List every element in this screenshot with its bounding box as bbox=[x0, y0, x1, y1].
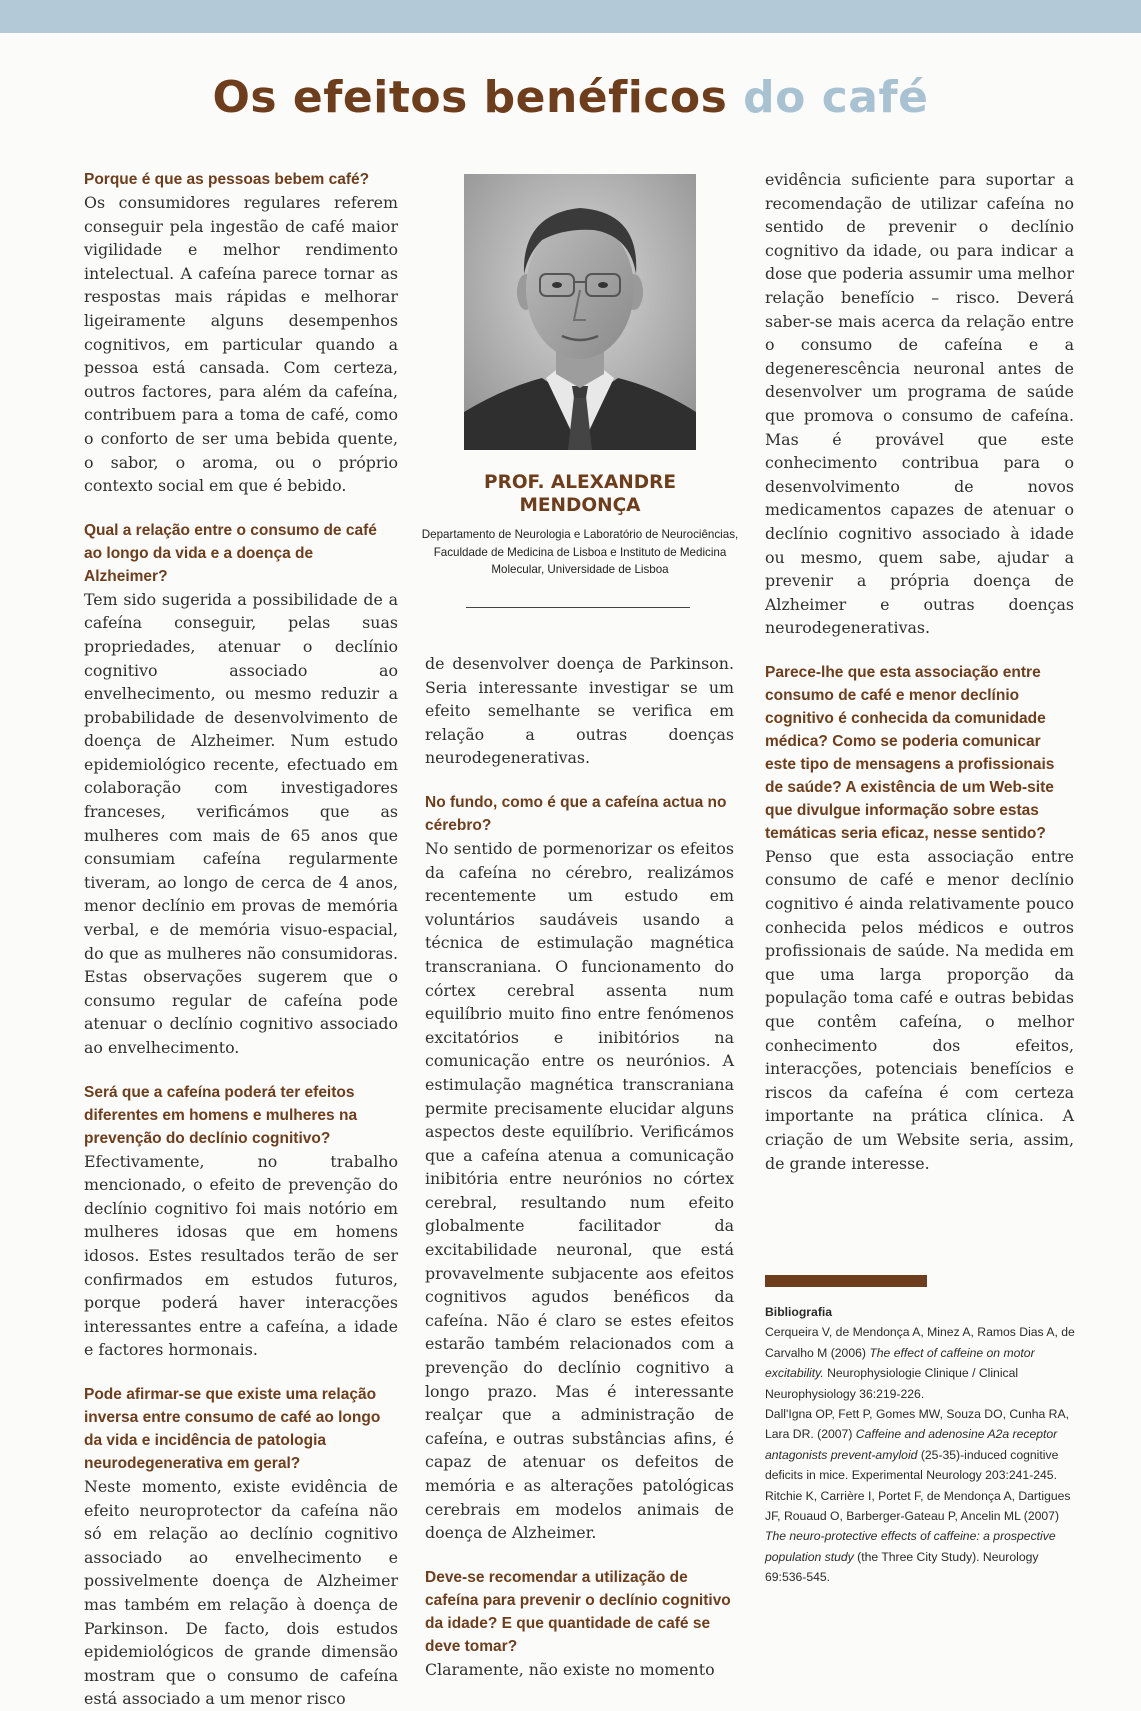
reference-3-title: The neuro-protective effects of caffeine: a prospective population study bbox=[765, 1529, 1056, 1564]
reference-3-authors: Ritchie K, Carrière I, Portet F, de Mendonça A, Dartigues JF, Rouaud O, Barberger-Gateau P, Ancelin ML (2007) bbox=[765, 1488, 1071, 1524]
author-name: PROF. ALEXANDRE MENDONÇA bbox=[484, 472, 676, 516]
bibliography bbox=[765, 1302, 1075, 1588]
question-1: Porque é que as pessoas bebem café? bbox=[84, 171, 370, 188]
reference-2 bbox=[765, 1404, 1075, 1486]
reference-2-source: (25-35)-induced cognitive deficits in mice. Experimental Neurology 203:241-245. bbox=[765, 1447, 1059, 1483]
answer-4-continued: de desenvolver doença de Parkinson. Seria interessante investigar se um efeito semelhante se verifica em relação a outras doenças neurodegenerativas. bbox=[425, 654, 734, 768]
answer-5: No sentido de pormenorizar os efeitos da cafeína no cérebro, realizámos recentemente um estudo em voluntários saudáveis usando a técnica de estimulação magnética transcraniana. O funcionamento do córtex cerebral assenta num equilíbrio muito fino entre fenómenos excitatórios e inibitórios na comunicação entre os neurónios. A estimulação magnética transcraniana permite precisamente elucidar alguns aspectos deste equilíbrio. Verificámos que a cafeína atenua a comunicação inibitória entre neurónios no córtex cerebral, resultando num efeito globalmente facilitador da excitabilidade neuronal, que está provavelmente subjacente aos efeitos cognitivos agudos benéficos da cafeína. Não é claro se estes efeitos estarão também relacionados com a prevenção do declínio cognitivo a longo prazo. Mas é interessante realçar que a administração de cafeína, e outras substâncias afins, é capaz de atenuar os defeitos de memória e as alterações patológicas cerebrais em modelos animais de doença de Alzheimer. bbox=[425, 838, 734, 1543]
column-right bbox=[765, 168, 1074, 1175]
bibliography-bar bbox=[765, 1275, 927, 1287]
answer-3: Efectivamente, no trabalho mencionado, o efeito de prevenção do declínio cognitivo foi mais notório em mulheres idosas que em homens idosos. Estes resultados terão de ser confirmados em estudos futuros, porque poderá haver interacções interessantes entre a cafeína, a idade e factores hormonais. bbox=[84, 1151, 398, 1360]
column-middle bbox=[425, 652, 734, 1681]
title-part-blue: do café bbox=[743, 72, 929, 123]
author-divider bbox=[466, 607, 690, 608]
bibliography-title: Bibliografia bbox=[765, 1305, 833, 1319]
question-4: Pode afirmar-se que existe uma relação inversa entre consumo de café ao longo da vida e incidência de patologia neurodegenerativa em geral? bbox=[84, 1385, 381, 1472]
question-2: Qual a relação entre o consumo de café ao longo da vida e a doença de Alzheimer? bbox=[84, 521, 377, 585]
top-color-band bbox=[0, 0, 1141, 33]
answer-2: Tem sido sugerida a possibilidade de a cafeína conseguir, pelas suas propriedades, atenuar o declínio cognitivo associado ao envelhecimento, ou mesmo reduzir a probabilidade de desenvolvimento de doença de Alzheimer. Num estudo epidemiológico recente, efectuado em colaboração com investigadores franceses, verificámos que as mulheres com mais de 65 anos que consumiam cafeína regularmente tiveram, ao longo de cerca de 4 anos, menor declínio em provas de memória verbal, e de memória visuo-espacial, do que as mulheres não consumidoras. Estas observações sugerem que o consumo regular de cafeína pode atenuar o declínio cognitivo associado ao envelhecimento. bbox=[84, 589, 398, 1057]
author-photo bbox=[464, 174, 696, 450]
reference-3 bbox=[765, 1486, 1075, 1588]
answer-4: Neste momento, existe evidência de efeito neuroprotector da cafeína não só em relação ao declínio cognitivo associado ao envelhecimento e possivelmente doença de Alzheimer mas também em relação à doença de Parkinson. De facto, dois estudos epidemiológicos de grande dimensão mostram que o consumo de cafeína está associado a um menor risco bbox=[84, 1476, 398, 1709]
title-part-brown: Os efeitos benéficos bbox=[212, 72, 728, 123]
reference-2-title: Caffeine and adenosine A2a receptor antagonists prevent-amyloid bbox=[765, 1427, 1058, 1462]
author-affiliation: Departamento de Neurologia e Laboratório de Neurociências, Faculdade de Medicina de Lisboa e Instituto de Medicina Molecular, Universidade de Lisboa bbox=[421, 528, 739, 576]
reference-1 bbox=[765, 1322, 1075, 1404]
column-left bbox=[84, 168, 398, 1711]
reference-1-title: The effect of caffeine on motor excitability. bbox=[765, 1345, 1035, 1381]
question-6: Deve-se recomendar a utilização de cafeína para prevenir o declínio cognitivo da idade? E que quantidade de café se deve tomar? bbox=[425, 1568, 731, 1655]
answer-1: Os consumidores regulares referem conseguir pela ingestão de café maior vigilidade e melhor rendimento intelectual. A cafeína parece tornar as respostas mais rápidas e melhorar ligeiramente alguns desempenhos cognitivos, em particular quando a pessoa está cansada. Com certeza, outros factores, para além da cafeína, contribuem para a toma de café, como o conforto de ser uma bebida quente, o sabor, o aroma, ou o próprio contexto social em que é bebido. bbox=[84, 193, 398, 496]
reference-2-authors: Dall'Igna OP, Fett P, Gomes MW, Souza DO, Cunha RA, Lara DR. (2007) bbox=[765, 1407, 1069, 1442]
reference-1-authors: Cerqueira V, de Mendonça A, Minez A, Ramos Dias A, de Carvalho M (2006) bbox=[765, 1325, 1075, 1360]
question-7: Parece-lhe que esta associação entre consumo de café e menor declínio cognitivo é conhecida da comunidade médica? Como se poderia comunicar este tipo de mensagens a profissionais de saúde? A existência de um Web-site que divulgue informação sobre estas temáticas seria eficaz, nesse sentido? bbox=[765, 663, 1055, 842]
question-5: No fundo, como é que a cafeína actua no cérebro? bbox=[425, 793, 727, 834]
reference-3-source: (the Three City Study). Neurology 69:536-545. bbox=[765, 1549, 1039, 1585]
answer-7: Penso que esta associação entre consumo de café e menor declínio cognitivo é ainda relativamente pouco conhecida pelos médicos e outros profissionais de saúde. Na medida em que uma larga proporção da população toma café e outras bebidas que contêm cafeína, o melhor conhecimento dos efeitos, interacções, potenciais benefícios e riscos da cafeína é com certeza importante na prática clínica. A criação de um Website seria, assim, de grande interesse. bbox=[765, 846, 1074, 1173]
article-title bbox=[0, 72, 1141, 123]
answer-6: Claramente, não existe no momento bbox=[425, 1659, 715, 1679]
reference-1-source: Neurophysiologie Clinique / Clinical Neurophysiology 36:219-226. bbox=[765, 1366, 1019, 1401]
answer-6-continued: evidência suficiente para suportar a recomendação de utilizar cafeína no sentido de prevenir o declínio cognitivo da idade, ou para indicar a dose que poderia assumir uma melhor relação benefício – risco. Deverá saber-se mais acerca da relação entre o consumo de cafeína e a degenerescência neuronal antes de desenvolver um programa de saúde que promova o consumo de cafeína. Mas é provável que este conhecimento contribua para o desenvolvimento de novos medicamentos capazes de atenuar o declínio cognitivo associado à idade ou mesmo, quem sabe, ajudar a prevenir a própria doença de Alzheimer e outras doenças neurodegenerativas. bbox=[765, 170, 1074, 638]
question-3: Será que a cafeína poderá ter efeitos diferentes em homens e mulheres na prevenção do declínio cognitivo? bbox=[84, 1083, 358, 1147]
